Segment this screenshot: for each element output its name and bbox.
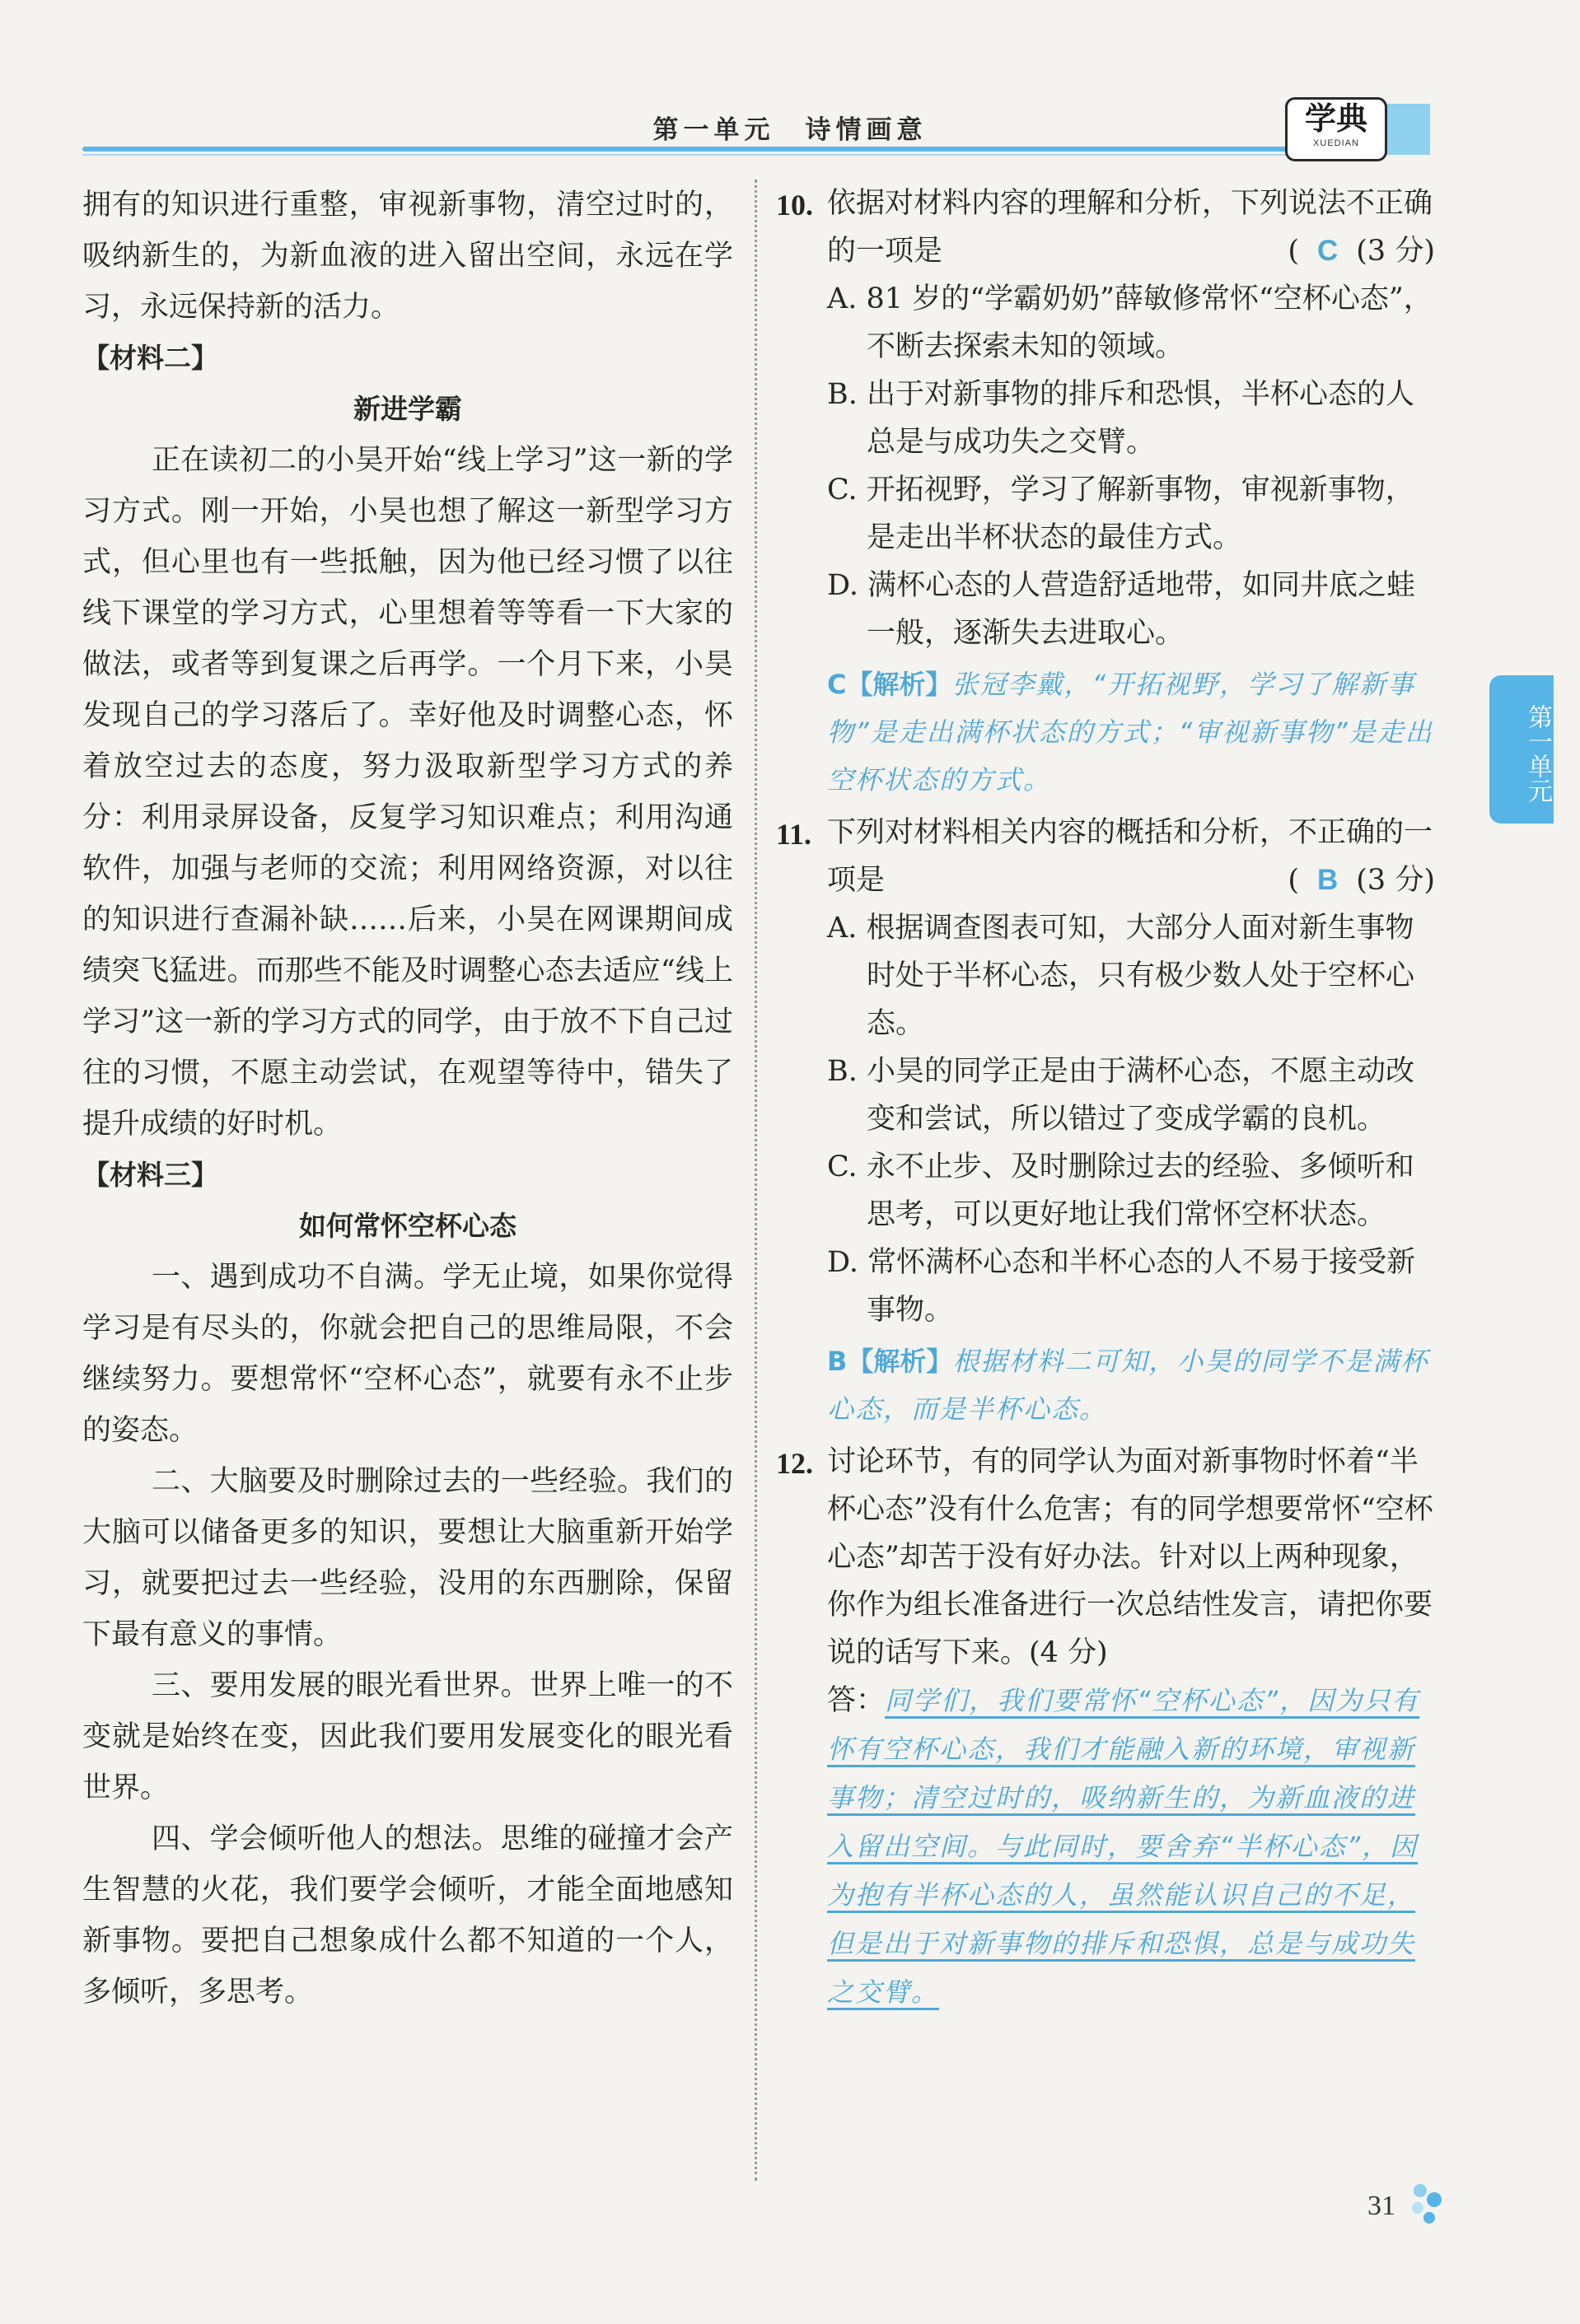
material3-label: 【材料三】	[82, 1159, 218, 1191]
question-stem-text: 下列对材料相关内容的概括和分析，不正确的一项是	[827, 816, 1433, 897]
question-stem-text: 依据对材料内容的理解和分析，下列说法不正确的一项是	[827, 187, 1433, 268]
logo-text: 学典	[1304, 100, 1367, 137]
page-number: 31	[1367, 2191, 1395, 2221]
analysis-tag: B【解析】	[827, 1346, 953, 1377]
material2-paragraph: 正在读初二的小昊开始“线上学习”这一新的学习方式。刚一开始，小昊也想了解这一新型学习方式，但心里也有一些抵触，因为他已经习惯了以往线下课堂的学习方式，心里想着等等看一下大家的做法，或者等到复课之后再学。一个月下来，小昊发现自己的学习落后了。幸好他及时调整心态，怀着放空过去的态度，努力汲取新型学习方式的养分：利用录屏设备，反复学习知识难点；利用沟通软件，加强与老师的交流；利用网络资源，对以往的知识进行查漏补缺……后来，小昊在网课期间成绩突飞猛进。而那些不能及时调整心态去适应“线上学习”这一新的学习方式的同学，由于放不下自己过往的习惯，不愿主动尝试，在观望等待中，错失了提升成绩的好时机。	[82, 444, 733, 1141]
question-11	[776, 809, 1435, 904]
option-b: B. 小昊的同学正是由于满杯心态，不愿主动改变和尝试，所以错过了变成学霸的良机。	[827, 1055, 1414, 1136]
analysis-tag: C【解析】	[827, 669, 952, 700]
material3-paragraph: 三、要用发展的眼光看世界。世界上唯一的不变就是始终在变，因此我们要用发展变化的眼光看世界。	[82, 1669, 733, 1804]
option-c: C. 永不止步、及时删除过去的经验、多倾听和思考，可以更好地让我们常怀空杯状态。	[827, 1150, 1414, 1231]
material3-paragraph: 二、大脑要及时删除过去的一些经验。我们的大脑可以储备更多的知识，要想让大脑重新开始学习，就要把过去一些经验，没用的东西删除，保留下最有意义的事情。	[82, 1465, 733, 1651]
intro-paragraph: 拥有的知识进行重整，审视新事物，清空过时的，吸纳新生的，为新血液的进入留出空间，永远在学习，永远保持新的活力。	[82, 189, 733, 324]
answer-blank	[1288, 856, 1435, 904]
answer-blank	[1288, 227, 1435, 275]
question-stem	[827, 180, 1435, 275]
brand-logo	[1285, 97, 1387, 161]
unit-title: 第一单元 诗情画意	[652, 115, 928, 145]
question-score: (3 分)	[1356, 235, 1435, 268]
option-d: D. 常怀满杯心态和半杯心态的人不易于接受新事物。	[827, 1246, 1416, 1327]
question-10	[776, 180, 1435, 275]
question-number: 12.	[776, 1447, 813, 1480]
question-12	[776, 1438, 1435, 1677]
answer-label: 答：	[827, 1684, 886, 1717]
answer-choice: C	[1317, 235, 1339, 267]
answer-block	[827, 1677, 1435, 2017]
question-11-options	[776, 904, 1435, 1433]
material3-paragraph: 一、遇到成功不自满。学无止境，如果你觉得学习是有尽头的，你就会把自己的思维局限，不会继续努力。要想常怀“空杯心态”，就要有永不止步的姿态。	[82, 1261, 733, 1447]
analysis-note	[827, 660, 1435, 804]
question-12-answer	[776, 1677, 1435, 2017]
question-stem	[827, 809, 1435, 904]
question-10-options	[776, 275, 1435, 804]
header-rule-thin	[82, 154, 1302, 156]
paren-open: (	[1288, 864, 1299, 897]
question-score: (3 分)	[1356, 864, 1435, 897]
analysis-text: 张冠李戴，“开拓视野，学习了解新事物”是走出满杯状态的方式；“审视新事物”是走出空杯状态的方式。	[827, 669, 1433, 796]
header-rule	[82, 147, 1302, 152]
material3-paragraph: 四、学会倾听他人的想法。思维的碰撞才会产生智慧的火花，我们要学会倾听，才能全面地感知新事物。要把自己想象成什么都不知道的一个人，多倾听，多思考。	[82, 1822, 733, 2009]
question-number: 11.	[776, 818, 812, 851]
right-column	[776, 180, 1435, 2017]
option-d: D. 满杯心态的人营造舒适地带，如同井底之蛙一般，逐渐失去进取心。	[827, 569, 1416, 650]
logo-subtext: XUEDIAN	[1313, 138, 1359, 148]
analysis-text: 根据材料二可知，小昊的同学不是满杯心态，而是半杯心态。	[827, 1346, 1429, 1425]
header-decoration	[1384, 104, 1430, 155]
answer-choice: B	[1317, 864, 1339, 896]
analysis-note	[827, 1337, 1435, 1433]
column-divider	[755, 180, 757, 2181]
left-column	[82, 180, 733, 2018]
option-b: B. 出于对新事物的排斥和恐惧，半杯心态的人总是与成功失之交臂。	[827, 378, 1414, 459]
option-a: A. 81 岁的“学霸奶奶”薛敏修常怀“空杯心态”，不断去探索未知的领域。	[827, 282, 1433, 363]
option-a: A. 根据调查图表可知，大部分人面对新生事物时处于半杯心态，只有极少数人处于空杯心态。	[827, 912, 1415, 1040]
question-number: 10.	[776, 189, 813, 222]
page-number-decoration	[1402, 2181, 1451, 2230]
question-stem-text: 讨论环节，有的同学认为面对新事物时怀着“半杯心态”没有什么危害；有的同学想要常怀“空杯心态”却苦于没有好办法。针对以上两种现象，你作为组长准备进行一次总结性发言，请把你要说的话写下来。(4 分)	[827, 1445, 1433, 1669]
option-c: C. 开拓视野，学习了解新事物，审视新事物，是走出半杯状态的最佳方式。	[827, 474, 1414, 554]
material2-title: 新进学霸	[353, 393, 462, 425]
material2-label: 【材料二】	[82, 342, 218, 374]
written-answer: 同学们，我们要常怀“空杯心态”，因为只有怀有空杯心态，我们才能融入新的环境，审视新事物；清空过时的，吸纳新生的，为新血液的进入留出空间。与此同时，要舍弃“半杯心态”，因为抱有半杯心态的人，虽然能认识自己的不足，但是出于对新事物的排斥和恐惧，总是与成功失之交臂。	[827, 1685, 1420, 2008]
unit-side-tab: 第一单元	[1489, 675, 1554, 824]
paren-open: (	[1288, 235, 1299, 268]
material3-title: 如何常怀空杯心态	[299, 1210, 517, 1242]
